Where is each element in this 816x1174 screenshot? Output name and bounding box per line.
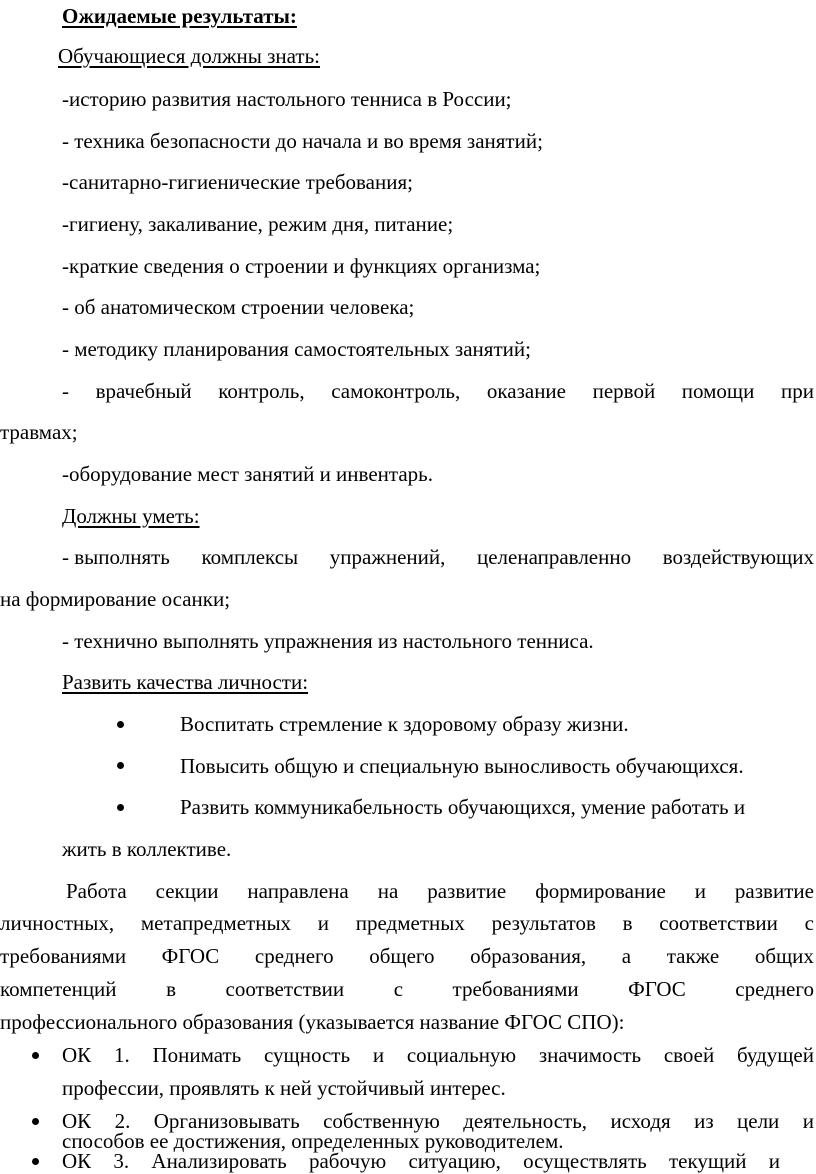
word: и (694, 879, 706, 903)
word: общего (369, 944, 435, 968)
word: ОК (62, 1043, 92, 1067)
word: личностных, (0, 911, 115, 935)
bullet-icon (32, 1052, 39, 1059)
word: соответствии (225, 977, 345, 1001)
word: и (802, 1109, 814, 1133)
word: из (694, 1109, 714, 1133)
know-item: - техника безопасности до начала и во время занятий; (62, 129, 543, 153)
know-item: - методику планирования самостоятельных занятий; (62, 337, 531, 361)
know-item: - об анатомическом строении человека; (62, 295, 415, 319)
paragraph-line (0, 913, 814, 934)
word: упражнений, (329, 545, 446, 569)
word: осуществлять (523, 1149, 647, 1173)
paragraph-line (0, 979, 814, 1000)
word: рабочую (308, 1149, 387, 1173)
word: врачебный (95, 379, 192, 403)
know-item: -санитарно-гигиенические требования; (62, 170, 413, 194)
know-item: -краткие сведения о строении и функциях организма; (62, 254, 541, 278)
word: соответствии (659, 911, 778, 935)
word: требованиями (452, 977, 579, 1001)
word: ФГОС (628, 977, 686, 1001)
word: ОК (62, 1109, 92, 1133)
ok-item (62, 1045, 814, 1066)
word: секции (155, 879, 219, 903)
know-item-equipment: -оборудование мест занятий и инвентарь. (62, 462, 433, 486)
word: и (372, 1043, 385, 1067)
word: предметных (355, 911, 465, 935)
word: цели (737, 1109, 780, 1133)
paragraph-line: профессионального образования (указывается название ФГОС СПО): (0, 1010, 625, 1034)
word: Анализировать (151, 1149, 287, 1173)
word: собственную (323, 1109, 440, 1133)
word: первой (592, 379, 656, 403)
word: результатов (491, 911, 596, 935)
word: ОК (62, 1149, 92, 1173)
word: и (317, 911, 330, 935)
word: на (377, 879, 399, 903)
word: компетенций (0, 977, 117, 1001)
quality-item: Воспитать стремление к здоровому образу жизни. (180, 712, 629, 736)
word: среднего (254, 944, 334, 968)
paragraph-line (0, 946, 814, 967)
know-item: -гигиену, закаливание, режим дня, питание; (62, 212, 454, 236)
word: также (666, 944, 720, 968)
word: сущность (264, 1043, 351, 1067)
ok-item (62, 1151, 780, 1172)
word: в (166, 977, 176, 1001)
word: - (62, 379, 69, 403)
word: с (393, 977, 404, 1001)
word: общих (754, 944, 814, 968)
word: воздействующих (662, 545, 814, 569)
word: а (621, 944, 632, 968)
word: самоконтроль, (331, 379, 461, 403)
word: исходя (610, 1109, 671, 1133)
word: развитие (734, 879, 814, 903)
word: деятельность, (463, 1109, 588, 1133)
heading: Ожидаемые результаты: (62, 4, 297, 28)
word: формирование (535, 879, 666, 903)
word: развитие (427, 879, 507, 903)
word: 1. (113, 1043, 130, 1067)
word: 3. (113, 1149, 130, 1173)
word: Организовывать (153, 1109, 300, 1133)
qualities-title: Развить качества личности: (62, 670, 309, 694)
word: образования, (470, 944, 587, 968)
word: - выполнять (62, 545, 170, 569)
skills-item: - технично выполнять упражнения из настольного тенниса. (62, 629, 594, 653)
word: помощи (681, 379, 755, 403)
bullet-icon (117, 762, 124, 769)
word: комплексы (201, 545, 299, 569)
quality-item-cont: жить в коллективе. (62, 837, 232, 861)
word: при (780, 379, 814, 403)
know-item-medical (62, 381, 814, 402)
know-title: Обучающиеся должны знать: (58, 44, 320, 68)
word: в (622, 911, 633, 935)
bullet-icon (32, 1158, 39, 1165)
paragraph-line (66, 881, 814, 902)
word: ФГОС (161, 944, 220, 968)
word: будущей (737, 1043, 814, 1067)
word: целенаправленно (476, 545, 632, 569)
bullet-icon (117, 721, 124, 728)
bullet-icon (117, 804, 124, 811)
know-item: -историю развития настольного тенниса в России; (62, 87, 512, 111)
word: значимость (538, 1043, 642, 1067)
word: с (804, 911, 814, 935)
word: 2. (114, 1109, 131, 1133)
skills-item (62, 547, 814, 568)
bullet-icon (32, 1118, 39, 1125)
word: социальную (406, 1043, 517, 1067)
know-item-medical-cont: травмах; (0, 420, 78, 444)
word: контроль, (218, 379, 305, 403)
quality-item: Повысить общую и специальную выносливость обучающихся. (180, 754, 744, 778)
word: своей (663, 1043, 715, 1067)
word: Работа (66, 879, 127, 903)
skills-item-cont: на формирование осанки; (0, 587, 231, 611)
word: среднего (735, 977, 814, 1001)
word: Понимать (152, 1043, 242, 1067)
word: текущий (668, 1149, 747, 1173)
skills-title: Должны уметь: (62, 504, 200, 528)
word: оказание (486, 379, 566, 403)
word: ситуацию, (408, 1149, 501, 1173)
ok-item-cont: профессии, проявлять к ней устойчивый интерес. (62, 1076, 506, 1100)
word: направлена (247, 879, 349, 903)
word: и (768, 1149, 780, 1173)
word: требованиями (0, 944, 127, 968)
word: метапредметных (140, 911, 292, 935)
ok-item-cont: способов ее достижения, определенных руководителем. (62, 1129, 564, 1153)
quality-item: Развить коммуникабельность обучающихся, умение работать и (180, 795, 746, 819)
